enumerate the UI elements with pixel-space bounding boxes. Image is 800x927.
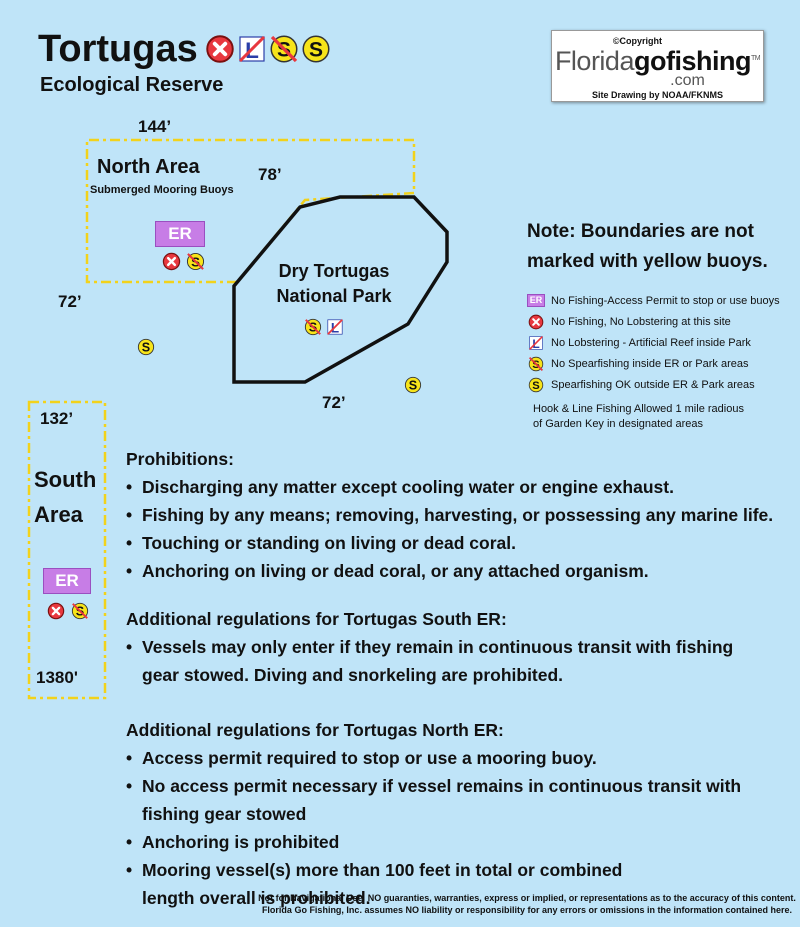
north-icons [162, 252, 205, 271]
prohibition-item: • Touching or standing on living or dead coral. [126, 529, 791, 557]
north-area-label: North Area [97, 156, 200, 178]
legend-text: No Fishing-Access Permit to stop or use buoys [551, 294, 780, 307]
no-spearfishing-icon [304, 318, 322, 336]
south-area-label-line1: South [34, 467, 97, 492]
south-icons [47, 602, 89, 620]
page-title: Tortugas [38, 28, 198, 70]
boundary-note-line2: marked with yellow buoys. [527, 251, 768, 272]
north-er-badge: ER [155, 221, 205, 247]
park-label [276, 261, 392, 307]
no-spearfishing-icon [186, 252, 205, 271]
legend-item [527, 290, 780, 311]
south-regs-section [126, 605, 766, 689]
north-dim-left: 72’ [58, 292, 82, 311]
south-area-label [34, 462, 96, 532]
disclaimer-line1: Not for Navigational Use. NO guaranties, warranties, express or implied, or representations as to the accuracy of this content. [258, 893, 796, 903]
er-badge-icon: ER [527, 294, 545, 307]
legend-text: Spearfishing OK outside ER & Park areas [551, 378, 755, 391]
hook-line-note-line1: Hook & Line Fishing Allowed 1 mile radious [533, 403, 744, 415]
north-regs-section [126, 716, 786, 912]
no-spearfishing-icon [71, 602, 89, 620]
north-dim-right: 78’ [258, 165, 282, 184]
page-subtitle: Ecological Reserve [40, 74, 224, 96]
legend-item [527, 311, 780, 332]
logo-brand-b: gofishing [633, 46, 751, 76]
south-dim-top: 132’ [40, 409, 74, 428]
spearfishing-ok-icon [137, 338, 155, 356]
spearfishing-ok-icon [528, 377, 544, 393]
logo-copyright: ©Copyright [612, 36, 663, 46]
prohibitions-section [126, 445, 791, 585]
prohibition-item: • Discharging any matter except cooling water or engine exhaust. [126, 473, 791, 501]
south-er-badge: ER [43, 568, 91, 594]
logo-credit: Site Drawing by NOAA/FKNMS [591, 90, 723, 100]
legend-item [527, 374, 780, 395]
disclaimer-line2: Florida Go Fishing, Inc. assumes NO liability or responsibility for any errors or omissions in the information contained here. [261, 905, 793, 915]
south-area-boundary [29, 402, 105, 698]
legend-text: No Fishing, No Lobstering at this site [551, 315, 731, 328]
park-icons [304, 318, 344, 336]
north-reg-item: • Access permit required to stop or use a mooring buoy. [126, 744, 786, 772]
legend [527, 290, 780, 395]
logo-com: .com [670, 72, 705, 89]
south-regs-heading: Additional regulations for Tortugas South ER: [126, 609, 507, 629]
legend-item [527, 353, 780, 374]
prohibitions-heading: Prohibitions: [126, 449, 234, 469]
no-fishing-icon [47, 602, 65, 620]
south-dim-bottom: 1380' [36, 668, 78, 687]
spearfishing-ok-icon [404, 376, 422, 394]
north-dim-top: 144’ [138, 117, 172, 136]
park-label-line1: Dry Tortugas [278, 261, 390, 281]
hook-line-note [533, 402, 744, 432]
north-reg-item: • Anchoring is prohibited [126, 828, 786, 856]
north-area-sub: Submerged Mooring Buoys [90, 184, 234, 196]
north-reg-item: • Mooring vessel(s) more than 100 feet in total or combined length overall is prohibited. [126, 856, 662, 912]
north-reg-item: • No access permit necessary if vessel remains in continuous transit with fishing gear stowed [126, 772, 786, 828]
no-fishing-icon [162, 252, 181, 271]
prohibition-item: • Anchoring on living or dead coral, or any attached organism. [126, 557, 791, 585]
south-area-label-line2: Area [34, 502, 83, 527]
park-label-line2: National Park [276, 286, 392, 306]
legend-text: No Lobstering - Artificial Reef inside Park [551, 336, 751, 349]
no-lobster-icon [326, 318, 344, 336]
park-dim-bottom: 72’ [322, 393, 346, 412]
boundary-note [527, 217, 768, 277]
no-fishing-icon [528, 314, 544, 330]
prohibition-item: • Fishing by any means; removing, harvesting, or possessing any marine life. [126, 501, 791, 529]
logo-brand-a: Florida [554, 46, 634, 76]
disclaimer [257, 892, 797, 916]
boundary-note-line1: Note: Boundaries are not [527, 221, 754, 242]
legend-item [527, 332, 780, 353]
no-spearfishing-icon [528, 356, 544, 372]
north-regs-heading: Additional regulations for Tortugas North ER: [126, 720, 504, 740]
hook-line-note-line2: of Garden Key in designated areas [533, 418, 704, 430]
south-reg-item: • Vessels may only enter if they remain in continuous transit with fishing gear stowed. Diving and snorkeling are prohibited. [126, 633, 766, 689]
logo-tm: TM [750, 55, 761, 62]
legend-text: No Spearfishing inside ER or Park areas [551, 357, 749, 370]
no-lobster-icon [528, 335, 544, 351]
